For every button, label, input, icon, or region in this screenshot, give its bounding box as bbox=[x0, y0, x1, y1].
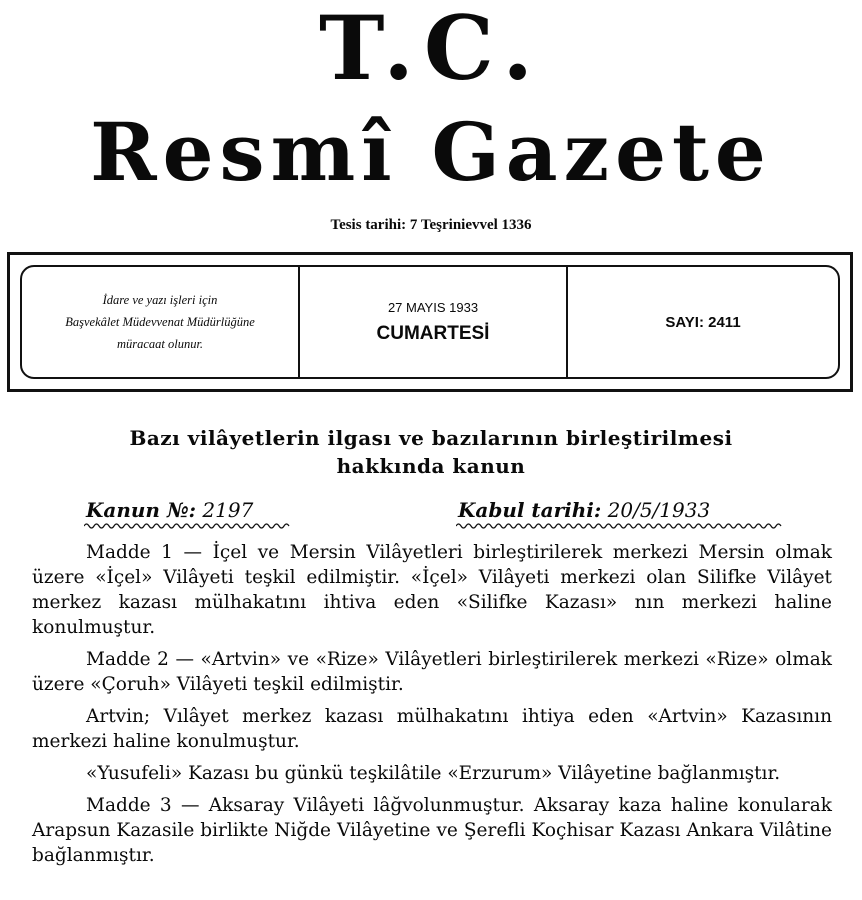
issue-date: 27 MAYIS 1933 bbox=[387, 299, 479, 315]
issue-number: SAYI: 2411 bbox=[665, 313, 741, 331]
masthead-tc: T.C. bbox=[319, 0, 543, 100]
law-paragraph: «Yusufeli» Kazası bu günkü teşkilâtile «Erzurum» Vilâyetine bağlanmıştır. bbox=[86, 763, 781, 784]
law-paragraph: Madde 2 — «Artvin» ve «Rize» Vilâyetleri birleştirilerek merkezi «Rize» olmak üzere «Çoruh» Vilâyeti teşkil edilmiştir. bbox=[32, 649, 832, 695]
acceptance-date-value: 20/5/1933 bbox=[607, 498, 711, 522]
admin-note-line: Başvekâlet Müdevvenat Müdürlüğüne bbox=[65, 315, 255, 329]
admin-note-cell bbox=[22, 267, 300, 377]
law-title bbox=[0, 424, 862, 480]
admin-note-line: müracaat olunur. bbox=[116, 337, 204, 351]
law-title-line: hakkında kanun bbox=[336, 454, 526, 478]
issue-number-cell bbox=[568, 267, 838, 377]
acceptance-date-underline bbox=[456, 522, 782, 530]
acceptance-date-label: Kabul tarihi: bbox=[458, 498, 602, 522]
issue-info-box bbox=[7, 252, 853, 392]
issue-day: CUMARTESİ bbox=[376, 322, 490, 344]
law-number-value: 2197 bbox=[202, 498, 254, 522]
date-cell bbox=[300, 267, 568, 377]
law-number-label: Kanun №: bbox=[86, 498, 197, 522]
issue-info-inner bbox=[20, 265, 840, 379]
acceptance-date bbox=[458, 498, 710, 522]
law-paragraph: Madde 3 — Aksaray Vilâyeti lâğvolunmuştur. Aksaray kaza haline konularak Arapsun Kazasile birlikte Niğde Vilâyetine ve Şerefli Koçhisar Kazası Ankara Vilâtine bağlanmıştır. bbox=[32, 795, 832, 866]
law-number bbox=[86, 498, 253, 522]
admin-note-line: İdare ve yazı işleri için bbox=[102, 293, 218, 307]
masthead-title: Resmî Gazete bbox=[90, 105, 772, 199]
law-number-underline bbox=[84, 522, 290, 530]
law-title-line: Bazı vilâyetlerin ilgası ve bazılarının birleştirilmesi bbox=[129, 426, 733, 450]
law-paragraph: Artvin; Vılâyet merkez kazası mülhakatını ihtiya eden «Artvin» Kazasının merkezi haline konulmuştur. bbox=[32, 706, 832, 752]
founding-date: Tesis tarihi: 7 Teşrinievvel 1336 bbox=[330, 217, 532, 233]
law-paragraph: Madde 1 — İçel ve Mersin Vilâyetleri birleştirilerek merkezi Mersin olmak üzere «İçel» Vilâyeti teşkil edilmiştir. «İçel» Vilâyeti merkezi olan Silifke Vilâyet merkez kazası mülhakatını ihtiva eden «Silifke Kazası» nın merkezi haline konulmuştur. bbox=[32, 542, 832, 638]
law-body bbox=[32, 540, 832, 875]
